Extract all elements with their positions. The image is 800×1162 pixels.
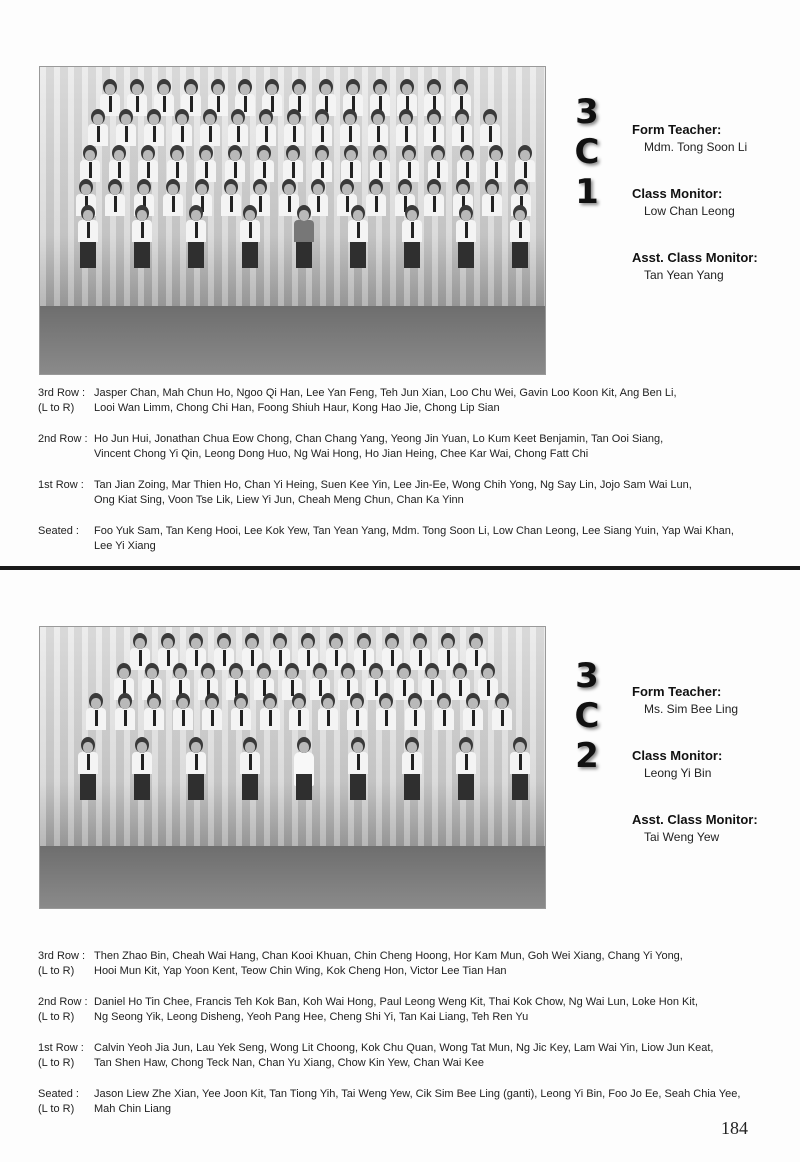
row-names-line: Ong Kiat Sing, Voon Tse Lik, Liew Yi Jun, Cheah Meng Chun, Chan Ka Yinn <box>94 494 464 506</box>
row-1st <box>38 478 778 508</box>
row-names-line: Vincent Chong Yi Qin, Leong Dong Huo, Ng Wai Hong, Ho Jian Heing, Chee Kar Wai, Chong Fatt Chi <box>94 448 589 460</box>
row-label: 3rd Row : (L to R) <box>38 950 86 977</box>
row-names <box>94 478 778 508</box>
row-names <box>94 1041 778 1071</box>
class-label <box>572 656 602 776</box>
asst-class-monitor <box>632 812 792 846</box>
class-label-letter: C <box>574 696 600 736</box>
row-names-line: Ho Jun Hui, Jonathan Chua Eow Chong, Chan Chang Yang, Yeong Jin Yuan, Lo Kum Keet Benjamin, Tan Ooi Siang, <box>94 433 664 445</box>
class-monitor-title: Class Monitor: <box>632 748 723 763</box>
class-monitor-title: Class Monitor: <box>632 186 723 201</box>
class-monitor-name: Leong Yi Bin <box>644 766 712 780</box>
row-names <box>94 1087 778 1117</box>
row-names <box>94 432 778 462</box>
row-2nd <box>38 995 778 1025</box>
row-label: 2nd Row : <box>38 433 88 445</box>
form-teacher-title: Form Teacher: <box>632 684 722 699</box>
row-seated <box>38 1087 778 1117</box>
form-teacher <box>632 122 792 156</box>
class-monitor <box>632 748 792 782</box>
class-3c1-section <box>0 0 800 560</box>
class-3c2-section <box>0 572 800 1117</box>
class-roles <box>632 684 792 876</box>
class-monitor-name: Low Chan Leong <box>644 204 735 218</box>
class-3c1-photo <box>39 66 546 375</box>
row-3rd <box>38 949 778 979</box>
class-label-letter: C <box>574 132 600 172</box>
class-monitor <box>632 186 792 220</box>
row-names <box>94 386 778 416</box>
stage-floor <box>40 846 545 908</box>
row-names-line: Hooi Mun Kit, Yap Yoon Kent, Teow Chin Wing, Kok Cheng Hon, Victor Lee Tian Han <box>94 965 507 977</box>
row-names-line: Looi Wan Limm, Chong Chi Han, Foong Shiuh Haur, Kong Hao Jie, Chong Lip Sian <box>94 402 500 414</box>
section-divider <box>0 566 800 570</box>
row-names-line: Then Zhao Bin, Cheah Wai Hang, Chan Kooi Khuan, Chin Cheng Hoong, Hor Kam Mun, Goh Wei Xiang, Chang Yi Yong, <box>94 950 683 962</box>
asst-class-monitor-name: Tan Yean Yang <box>644 268 724 282</box>
page-number: 184 <box>721 1118 748 1138</box>
row-label: 1st Row : (L to R) <box>38 1042 84 1069</box>
row-names-line: Ng Seong Yik, Leong Disheng, Yeoh Pang Hee, Cheng Shi Yi, Tan Kai Liang, Teh Ren Yu <box>94 1011 529 1023</box>
row-seated <box>38 524 778 554</box>
student-name-list <box>38 386 778 570</box>
row-label: Seated : (L to R) <box>38 1088 79 1115</box>
row-1st <box>38 1041 778 1071</box>
row-label: 3rd Row : (L to R) <box>38 387 86 414</box>
class-label <box>572 92 602 212</box>
asst-class-monitor-title: Asst. Class Monitor: <box>632 250 758 265</box>
class-label-number: 1 <box>575 172 599 212</box>
row-names-line: Foo Yuk Sam, Tan Keng Hooi, Lee Kok Yew, Tan Yean Yang, Mdm. Tong Soon Li, Low Chan Leong, Lee Siang Yuin, Yap Wai Khan, <box>94 525 734 537</box>
form-teacher-name: Ms. Sim Bee Ling <box>644 702 739 716</box>
asst-class-monitor-title: Asst. Class Monitor: <box>632 812 758 827</box>
row-label: 1st Row : <box>38 479 84 491</box>
class-label-number: 2 <box>575 736 599 776</box>
row-3rd <box>38 386 778 416</box>
form-teacher <box>632 684 792 718</box>
class-label-digit: 3 <box>575 92 599 132</box>
class-3c2-photo <box>39 626 546 909</box>
row-names-line: Tan Shen Haw, Chong Teck Nan, Chan Yu Xiang, Chow Kin Yew, Chan Wai Kee <box>94 1057 484 1069</box>
row-names <box>94 995 778 1025</box>
row-2nd <box>38 432 778 462</box>
row-label: Seated : <box>38 525 79 537</box>
form-teacher-title: Form Teacher: <box>632 122 722 137</box>
form-teacher-name: Mdm. Tong Soon Li <box>644 140 748 154</box>
student-name-list <box>38 949 778 1133</box>
row-names-line: Calvin Yeoh Jia Jun, Lau Yek Seng, Wong Lit Choong, Kok Chu Quan, Wong Tat Mun, Ng Jic Key, Lam Wai Yin, Liow Jun Keat, <box>94 1042 714 1054</box>
row-names-line: Daniel Ho Tin Chee, Francis Teh Kok Ban, Koh Wai Hong, Paul Leong Weng Kit, Thai Kok Chow, Ng Wai Lun, Loke Hon Kit, <box>94 996 698 1008</box>
row-names <box>94 524 778 554</box>
row-names-line: Jasper Chan, Mah Chun Ho, Ngoo Qi Han, Lee Yan Feng, Teh Jun Xian, Loo Chu Wei, Gavin Loo Koon Kit, Ang Ben Li, <box>94 387 677 399</box>
row-names <box>94 949 778 979</box>
class-roles <box>632 122 792 314</box>
row-names-line: Lee Yi Xiang <box>94 540 156 552</box>
class-label-digit: 3 <box>575 656 599 696</box>
row-names-line: Mah Chin Liang <box>94 1103 172 1115</box>
asst-class-monitor-name: Tai Weng Yew <box>644 830 720 844</box>
row-names-line: Jason Liew Zhe Xian, Yee Joon Kit, Tan Tiong Yih, Tai Weng Yew, Cik Sim Bee Ling (ganti), Leong Yi Bin, Foo Jo Ee, Seah Chia Yee, <box>94 1088 741 1100</box>
row-names-line: Tan Jian Zoing, Mar Thien Ho, Chan Yi Heing, Suen Kee Yin, Lee Jin-Ee, Wong Chih Yong, Ng Say Lin, Jojo Sam Wai Lun, <box>94 479 692 491</box>
row-label: 2nd Row : (L to R) <box>38 996 88 1023</box>
asst-class-monitor <box>632 250 792 284</box>
stage-floor <box>40 306 545 374</box>
